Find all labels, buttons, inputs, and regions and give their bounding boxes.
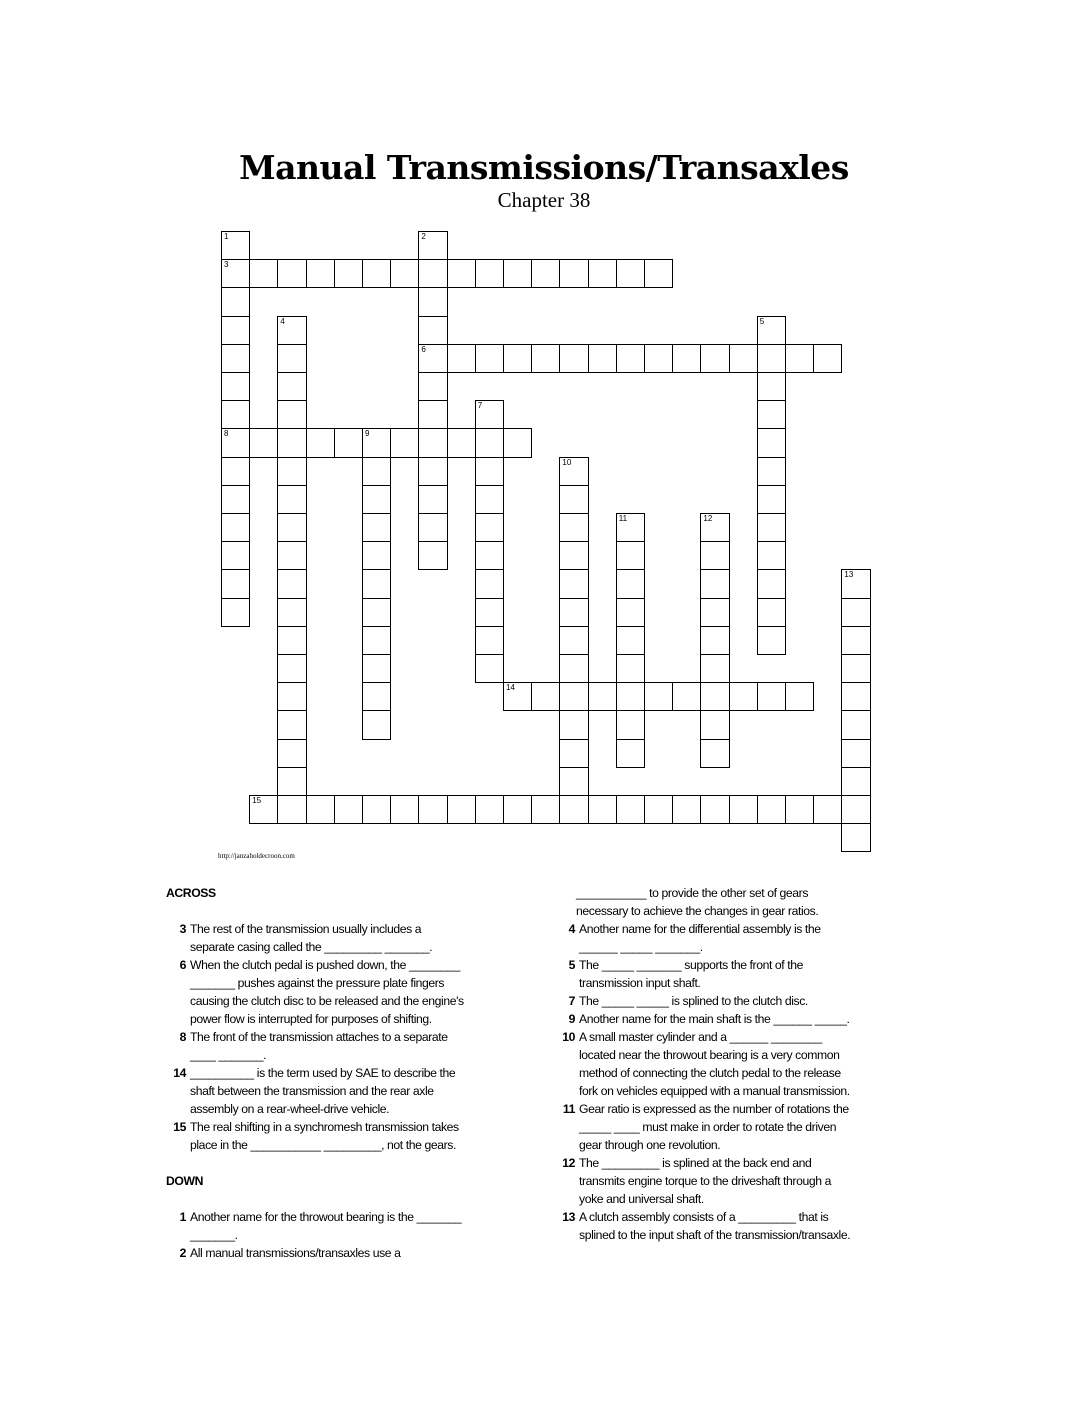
grid-cell[interactable]	[221, 259, 250, 288]
clue-item-number: 4	[568, 922, 575, 936]
grid-cell[interactable]	[277, 372, 306, 401]
grid-cell[interactable]	[559, 710, 588, 739]
grid-cell[interactable]	[277, 316, 306, 345]
clue-item-text	[186, 956, 506, 1028]
grid-cell[interactable]	[362, 682, 391, 711]
grid-cell[interactable]	[390, 795, 419, 824]
grid-cell[interactable]	[503, 795, 532, 824]
grid-cell[interactable]	[277, 682, 306, 711]
grid-cell[interactable]	[362, 259, 391, 288]
grid-cell[interactable]	[277, 710, 306, 739]
clue-item-number: 9	[568, 1012, 575, 1026]
grid-cell[interactable]	[588, 682, 617, 711]
clue-text-line: necessary to achieve the changes in gear ratios.	[576, 904, 819, 918]
grid-cell[interactable]	[475, 485, 504, 514]
grid-cell[interactable]	[559, 513, 588, 542]
clue-item-text	[186, 920, 506, 956]
clue-text-line: When the clutch pedal is pushed down, the ________	[190, 958, 461, 972]
footer-url: http://janzaholdecroon.com	[218, 852, 295, 860]
clue-text-line: ___________ to provide the other set of gears	[576, 886, 809, 900]
grid-cell[interactable]	[362, 569, 391, 598]
grid-cell[interactable]	[221, 344, 250, 373]
grid-cell[interactable]	[616, 710, 645, 739]
clue-item	[166, 1244, 506, 1262]
grid-cell[interactable]	[588, 259, 617, 288]
grid-cell[interactable]	[277, 485, 306, 514]
grid-cell[interactable]	[531, 682, 560, 711]
clue-item	[166, 1064, 506, 1118]
grid-cell[interactable]	[418, 231, 447, 260]
grid-cell[interactable]	[362, 710, 391, 739]
clue-text-line: separate casing called the _________ _______.	[190, 940, 433, 954]
clue-text-line: method of connecting the clutch pedal to the release	[579, 1066, 841, 1080]
grid-cell[interactable]	[221, 287, 250, 316]
clue-text-line: transmission input shaft.	[579, 976, 701, 990]
clue-item-number: 15	[173, 1120, 186, 1134]
clue-2-continuation	[555, 884, 895, 920]
grid-cell[interactable]	[813, 344, 842, 373]
clue-text-line: Gear ratio is expressed as the number of rotations the	[579, 1102, 849, 1116]
clue-number: 4	[280, 316, 285, 326]
clue-number: 10	[562, 457, 572, 467]
clue-item-text	[186, 1208, 506, 1244]
grid-cell[interactable]	[559, 682, 588, 711]
grid-cell[interactable]	[757, 372, 786, 401]
clue-text-line: The real shifting in a synchromesh transmission takes	[190, 1120, 459, 1134]
grid-cell[interactable]	[475, 626, 504, 655]
clue-item	[166, 1118, 506, 1154]
grid-cell[interactable]	[475, 513, 504, 542]
grid-cell[interactable]	[277, 344, 306, 373]
grid-cell[interactable]	[813, 795, 842, 824]
clue-text-line: _______ pushes against the pressure plate fingers	[190, 976, 445, 990]
grid-cell[interactable]	[841, 823, 870, 852]
grid-cell[interactable]	[277, 739, 306, 768]
grid-cell[interactable]	[418, 513, 447, 542]
grid-cell[interactable]	[559, 485, 588, 514]
clue-item-text	[575, 956, 895, 992]
clue-item	[555, 1028, 895, 1100]
clue-text-line: Another name for the main shaft is the ______ _____.	[579, 1012, 850, 1026]
grid-cell[interactable]	[503, 682, 532, 711]
grid-cell[interactable]	[531, 259, 560, 288]
grid-cell[interactable]	[700, 513, 729, 542]
grid-cell[interactable]	[221, 372, 250, 401]
clue-item-text	[575, 1100, 895, 1154]
grid-cell[interactable]	[418, 485, 447, 514]
grid-cell[interactable]	[447, 428, 476, 457]
grid-cell[interactable]	[757, 626, 786, 655]
clue-number: 6	[421, 344, 426, 354]
grid-cell[interactable]	[475, 457, 504, 486]
grid-cell[interactable]	[672, 795, 701, 824]
grid-cell[interactable]	[757, 316, 786, 345]
clue-text-line: shaft between the transmission and the rear axle	[190, 1084, 434, 1098]
grid-cell[interactable]	[475, 541, 504, 570]
grid-cell[interactable]	[475, 654, 504, 683]
grid-cell[interactable]	[616, 259, 645, 288]
grid-cell[interactable]	[277, 795, 306, 824]
clue-item-text	[575, 1208, 895, 1244]
grid-cell[interactable]	[559, 457, 588, 486]
grid-cell[interactable]	[418, 287, 447, 316]
clue-text-line: ______ _____ _______.	[579, 940, 703, 954]
grid-cell[interactable]	[700, 541, 729, 570]
clue-text-line: The _________ is splined at the back end and	[579, 1156, 812, 1170]
grid-cell[interactable]	[757, 428, 786, 457]
grid-cell[interactable]	[447, 795, 476, 824]
grid-cell[interactable]	[277, 767, 306, 796]
grid-cell[interactable]	[559, 767, 588, 796]
grid-cell[interactable]	[277, 654, 306, 683]
clue-item-text	[575, 1010, 895, 1028]
grid-cell[interactable]	[700, 682, 729, 711]
grid-cell[interactable]	[841, 710, 870, 739]
grid-cell[interactable]	[757, 400, 786, 429]
grid-cell[interactable]	[559, 344, 588, 373]
clue-text-line: Another name for the throwout bearing is the _______	[190, 1210, 462, 1224]
grid-cell[interactable]	[841, 795, 870, 824]
grid-cell[interactable]	[447, 344, 476, 373]
grid-cell[interactable]	[841, 569, 870, 598]
grid-cell[interactable]	[221, 569, 250, 598]
grid-cell[interactable]	[841, 767, 870, 796]
clue-number: 7	[477, 401, 483, 411]
grid-cell[interactable]	[418, 795, 447, 824]
grid-cell[interactable]	[559, 739, 588, 768]
grid-cell[interactable]	[221, 457, 250, 486]
clue-item	[555, 920, 895, 956]
grid-cell[interactable]	[700, 739, 729, 768]
grid-cell[interactable]	[221, 485, 250, 514]
clue-number: 1	[224, 232, 229, 241]
grid-cell[interactable]	[447, 259, 476, 288]
grid-cell[interactable]	[841, 654, 870, 683]
grid-cell[interactable]	[418, 316, 447, 345]
clue-item-text	[575, 1028, 895, 1100]
grid-cell[interactable]	[362, 541, 391, 570]
grid-cell[interactable]	[841, 626, 870, 655]
grid-cell[interactable]	[277, 457, 306, 486]
clue-item	[166, 956, 506, 1028]
grid-cell[interactable]	[221, 400, 250, 429]
clue-number: 15	[252, 796, 262, 805]
clue-text-line: gear through one revolution.	[579, 1138, 721, 1152]
grid-cell[interactable]	[362, 795, 391, 824]
grid-cell[interactable]	[503, 259, 532, 288]
clue-text-line: fork on vehicles equipped with a manual transmission.	[579, 1084, 850, 1098]
grid-cell[interactable]	[221, 231, 250, 260]
grid-cell[interactable]	[616, 513, 645, 542]
grid-cell[interactable]	[221, 541, 250, 570]
grid-cell[interactable]	[644, 795, 673, 824]
grid-cell[interactable]	[475, 795, 504, 824]
grid-cell[interactable]	[644, 259, 673, 288]
clue-text-line: located near the throwout bearing is a very common	[579, 1048, 840, 1062]
across-heading: ACROSS	[166, 886, 216, 900]
grid-cell[interactable]	[841, 598, 870, 627]
clues-right-column	[555, 884, 895, 1244]
clue-number: 11	[618, 514, 628, 523]
clue-item-number: 7	[568, 994, 575, 1008]
grid-cell[interactable]	[362, 626, 391, 655]
clue-item-text	[186, 1118, 506, 1154]
clue-text-line: The _____ _______ supports the front of the	[579, 958, 804, 972]
clue-item-number: 6	[179, 958, 186, 972]
grid-cell[interactable]	[277, 626, 306, 655]
grid-cell[interactable]	[700, 710, 729, 739]
grid-cell[interactable]	[277, 569, 306, 598]
grid-cell[interactable]	[306, 428, 335, 457]
grid-cell[interactable]	[277, 598, 306, 627]
grid-cell[interactable]	[249, 428, 278, 457]
grid-cell[interactable]	[277, 428, 306, 457]
clue-text-line: The _____ _____ is splined to the clutch disc.	[579, 994, 808, 1008]
clue-text-line: A clutch assembly consists of a _________ that is	[579, 1210, 829, 1224]
grid-cell[interactable]	[616, 795, 645, 824]
grid-cell[interactable]	[475, 259, 504, 288]
grid-cell[interactable]	[277, 541, 306, 570]
grid-cell[interactable]	[672, 344, 701, 373]
clue-number: 8	[224, 429, 229, 439]
grid-cell[interactable]	[334, 428, 363, 457]
grid-cell[interactable]	[503, 344, 532, 373]
clue-number: 5	[759, 316, 765, 326]
grid-cell[interactable]	[616, 541, 645, 570]
clue-number: 3	[224, 260, 229, 270]
grid-cell[interactable]	[475, 569, 504, 598]
grid-cell[interactable]	[362, 654, 391, 683]
grid-cell[interactable]	[221, 428, 250, 457]
grid-cell[interactable]	[757, 598, 786, 627]
grid-cell[interactable]	[700, 626, 729, 655]
grid-cell[interactable]	[588, 344, 617, 373]
grid-cell[interactable]	[757, 513, 786, 542]
clue-text-line: power flow is interrupted for purposes of shifting.	[190, 1012, 432, 1026]
clue-item-text	[575, 1154, 895, 1208]
clue-text-line: place in the ___________ _________, not the gears.	[190, 1138, 456, 1152]
grid-cell[interactable]	[390, 259, 419, 288]
clue-item	[555, 1208, 895, 1244]
grid-cell[interactable]	[700, 654, 729, 683]
clue-item-text	[186, 1028, 506, 1064]
grid-cell[interactable]	[757, 457, 786, 486]
clue-text-line: yoke and universal shaft.	[579, 1192, 704, 1206]
clue-item-text	[186, 1064, 506, 1118]
grid-cell[interactable]	[418, 372, 447, 401]
clues-left-column	[166, 884, 506, 1262]
clue-item	[166, 920, 506, 956]
clue-item	[555, 992, 895, 1010]
grid-cell[interactable]	[588, 795, 617, 824]
grid-cell[interactable]	[559, 626, 588, 655]
grid-cell[interactable]	[277, 259, 306, 288]
grid-cell[interactable]	[616, 626, 645, 655]
grid-cell[interactable]	[559, 795, 588, 824]
clue-text-line: assembly on a rear-wheel-drive vehicle.	[190, 1102, 390, 1116]
grid-cell[interactable]	[306, 259, 335, 288]
grid-cell[interactable]	[559, 569, 588, 598]
grid-cell[interactable]	[277, 400, 306, 429]
clue-item-number: 10	[562, 1030, 575, 1044]
grid-cell[interactable]	[757, 485, 786, 514]
clue-text-line: __________ is the term used by SAE to describe the	[190, 1066, 456, 1080]
clue-text-line: The rest of the transmission usually includes a	[190, 922, 422, 936]
grid-cell[interactable]	[700, 598, 729, 627]
clue-number: 9	[365, 429, 370, 439]
grid-cell[interactable]	[559, 598, 588, 627]
down-clue-list	[166, 1208, 506, 1262]
clue-text-line: _____ ____ must make in order to rotate the driven	[579, 1120, 837, 1134]
clue-item	[555, 1100, 895, 1154]
grid-cell[interactable]	[757, 541, 786, 570]
clue-item-number: 8	[179, 1030, 186, 1044]
clue-text-line: The front of the transmission attaches to a separate	[190, 1030, 448, 1044]
clue-number: 12	[703, 514, 713, 523]
grid-cell[interactable]	[700, 569, 729, 598]
clue-item-number: 5	[568, 958, 575, 972]
clue-item	[166, 1208, 506, 1244]
page-title: Manual Transmissions/Transaxles	[239, 148, 849, 187]
grid-cell[interactable]	[418, 259, 447, 288]
grid-cell[interactable]	[757, 795, 786, 824]
clue-text-line: transmits engine torque to the driveshaft through a	[579, 1174, 831, 1188]
clue-number: 2	[421, 232, 426, 241]
grid-cell[interactable]	[700, 344, 729, 373]
clue-number: 13	[844, 570, 854, 580]
grid-cell[interactable]	[757, 344, 786, 373]
clue-text-line: ____ _______.	[190, 1048, 267, 1062]
grid-cell[interactable]	[559, 541, 588, 570]
clue-text-line: Another name for the differential assembly is the	[579, 922, 821, 936]
grid-cell[interactable]	[672, 682, 701, 711]
down-heading: DOWN	[166, 1174, 203, 1188]
grid-cell[interactable]	[418, 457, 447, 486]
across-clue-list	[166, 920, 506, 1154]
clue-item-number: 3	[179, 922, 186, 936]
grid-cell[interactable]	[362, 457, 391, 486]
grid-cell[interactable]	[503, 428, 532, 457]
clue-number: 14	[506, 683, 515, 693]
grid-cell[interactable]	[221, 316, 250, 345]
grid-cell[interactable]	[559, 259, 588, 288]
grid-cell[interactable]	[616, 569, 645, 598]
clue-item	[555, 1010, 895, 1028]
grid-cell[interactable]	[616, 654, 645, 683]
clue-text-line: _______.	[190, 1228, 238, 1242]
grid-cell[interactable]	[729, 344, 758, 373]
grid-cell[interactable]	[334, 795, 363, 824]
grid-cell[interactable]	[841, 682, 870, 711]
grid-cell[interactable]	[475, 344, 504, 373]
clue-item-number: 12	[562, 1156, 575, 1170]
clue-item	[555, 956, 895, 992]
grid-cell[interactable]	[418, 344, 447, 373]
grid-cell[interactable]	[418, 400, 447, 429]
grid-cell[interactable]	[616, 682, 645, 711]
clue-text-line: A small master cylinder and a ______ ________	[579, 1030, 822, 1044]
grid-cell[interactable]	[531, 344, 560, 373]
clue-item	[555, 1154, 895, 1208]
clue-text-line: causing the clutch disc to be released and the engine's	[190, 994, 464, 1008]
grid-cell[interactable]	[559, 654, 588, 683]
grid-cell[interactable]	[277, 513, 306, 542]
clue-item-number: 13	[562, 1210, 575, 1224]
grid-cell[interactable]	[644, 682, 673, 711]
grid-cell[interactable]	[249, 795, 278, 824]
grid-cell[interactable]	[757, 569, 786, 598]
clue-item	[166, 1028, 506, 1064]
clue-text-line: splined to the input shaft of the transmission/transaxle.	[579, 1228, 851, 1242]
grid-cell[interactable]	[785, 344, 814, 373]
grid-cell[interactable]	[475, 400, 504, 429]
grid-cell[interactable]	[616, 344, 645, 373]
clue-item-number: 1	[179, 1210, 186, 1224]
grid-cell[interactable]	[249, 259, 278, 288]
page-subtitle: Chapter 38	[497, 188, 591, 212]
grid-cell[interactable]	[475, 598, 504, 627]
grid-cell[interactable]	[616, 598, 645, 627]
grid-cell[interactable]	[729, 795, 758, 824]
grid-cell[interactable]	[418, 428, 447, 457]
grid-cell[interactable]	[644, 344, 673, 373]
grid-cell[interactable]	[390, 428, 419, 457]
clue-item-text	[575, 992, 895, 1010]
clue-item-text	[186, 1244, 506, 1262]
grid-cell[interactable]	[306, 795, 335, 824]
grid-cell[interactable]	[700, 795, 729, 824]
grid-cell[interactable]	[841, 739, 870, 768]
grid-cell[interactable]	[475, 428, 504, 457]
grid-cell[interactable]	[616, 739, 645, 768]
grid-cell[interactable]	[334, 259, 363, 288]
grid-cell[interactable]	[362, 428, 391, 457]
clue-item-text	[575, 920, 895, 956]
grid-cell[interactable]	[362, 485, 391, 514]
grid-cell[interactable]	[221, 513, 250, 542]
grid-cell[interactable]	[531, 795, 560, 824]
clue-text-line: All manual transmissions/transaxles use a	[190, 1246, 401, 1260]
grid-cell[interactable]	[785, 682, 814, 711]
grid-cell[interactable]	[418, 541, 447, 570]
grid-cell[interactable]	[362, 598, 391, 627]
clue-item-number: 14	[173, 1066, 186, 1080]
grid-cell[interactable]	[221, 598, 250, 627]
clue-item-number: 11	[562, 1102, 575, 1116]
clue-item-number: 2	[179, 1246, 186, 1260]
grid-cell[interactable]	[785, 795, 814, 824]
grid-cell[interactable]	[757, 682, 786, 711]
down-clue-list-continued	[555, 920, 895, 1244]
grid-cell[interactable]	[362, 513, 391, 542]
grid-cell[interactable]	[729, 682, 758, 711]
